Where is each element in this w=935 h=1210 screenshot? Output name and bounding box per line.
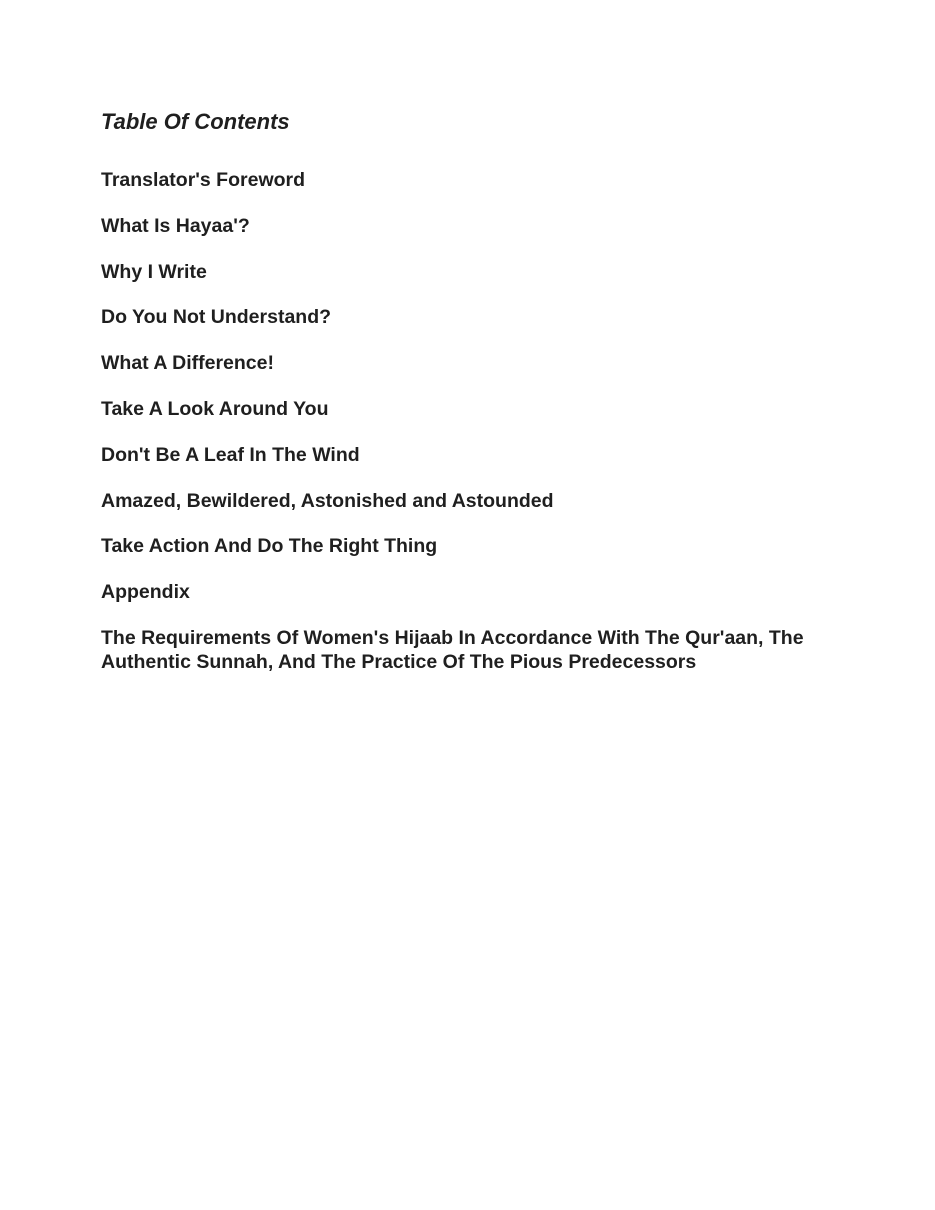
toc-entry-what-a-difference: What A Difference! — [101, 352, 274, 375]
toc-entry-appendix: Appendix — [101, 581, 190, 604]
toc-entry-translators-foreword: Translator's Foreword — [101, 169, 306, 191]
toc-entry-requirements-of-hijaab: The Requirements Of Women's Hijaab In Accordance With The Qur'aan, The Authentic Sunnah, And The Practice Of The Pious Predecessors — [101, 626, 804, 673]
toc-entry-why-i-write: Why I Write — [101, 260, 207, 283]
toc-entry-do-you-not-understand: Do You Not Understand? — [101, 306, 332, 329]
toc-list — [101, 168, 841, 674]
toc-title: Table Of Contents — [101, 109, 290, 134]
toc-entry-dont-be-a-leaf: Don't Be A Leaf In The Wind — [101, 443, 360, 466]
toc-entry-amazed-bewildered: Amazed, Bewildered, Astonished and Astounded — [101, 489, 554, 512]
toc-entry-take-a-look-around-you: Take A Look Around You — [101, 397, 329, 420]
toc-entry-take-action: Take Action And Do The Right Thing — [101, 535, 438, 558]
toc-entry-what-is-hayaa: What Is Hayaa'? — [101, 214, 250, 237]
document-page — [101, 108, 841, 674]
